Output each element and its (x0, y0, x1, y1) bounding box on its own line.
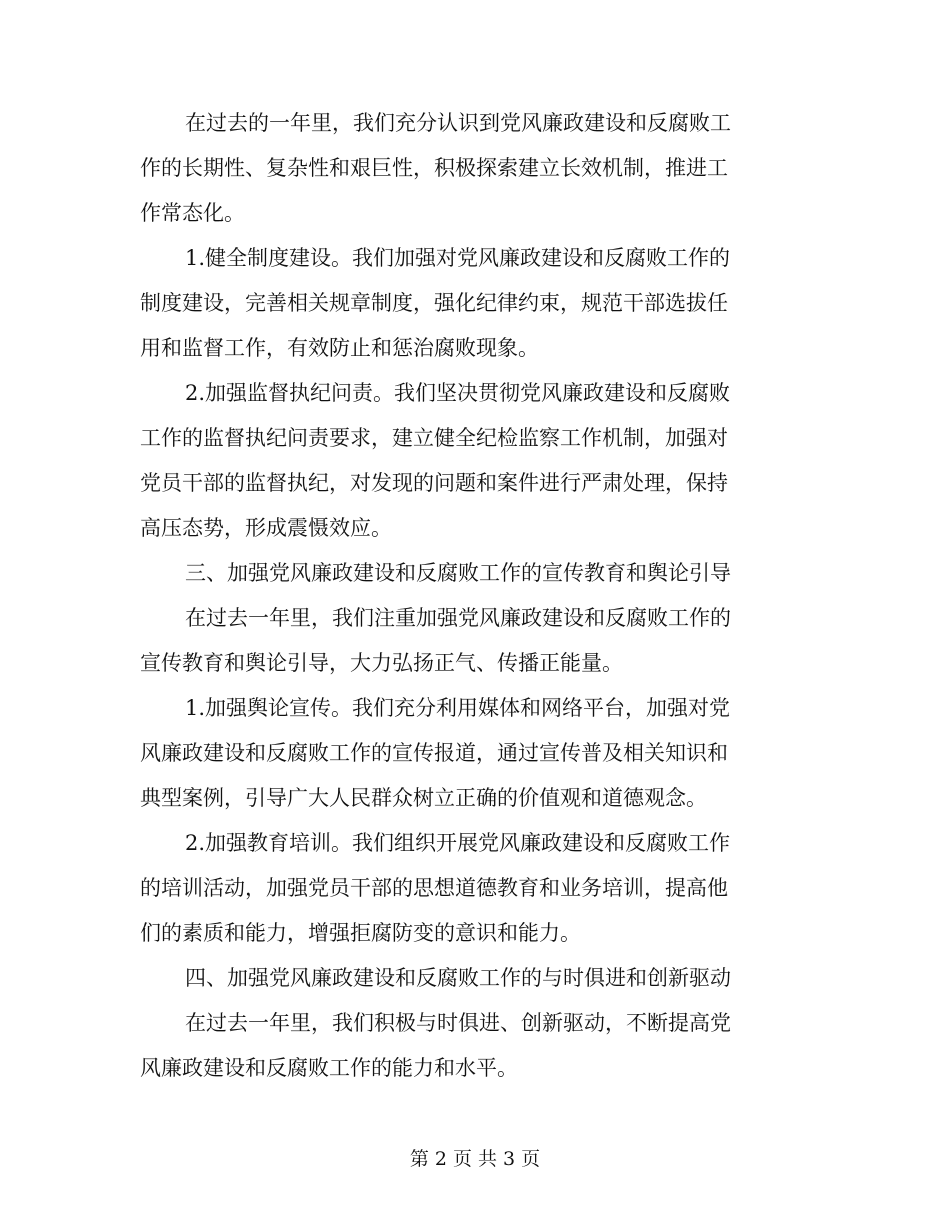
paragraph-line: 作的长期性、复杂性和艰巨性，积极探索建立长效机制，推进工 (140, 156, 728, 180)
paragraph-line: 1.健全制度建设。我们加强对党风廉政建设和反腐败工作的 (185, 246, 731, 270)
paragraph-line: 1.加强舆论宣传。我们充分利用媒体和网络平台，加强对党 (185, 696, 731, 720)
paragraph-line: 风廉政建设和反腐败工作的能力和水平。 (140, 1056, 518, 1080)
paragraph-line: 风廉政建设和反腐败工作的宣传报道，通过宣传普及相关知识和 (140, 741, 728, 765)
paragraph-line: 的培训活动，加强党员干部的思想道德教育和业务培训，提高他 (140, 876, 728, 900)
paragraph-line: 作常态化。 (140, 201, 245, 225)
paragraph-line: 高压态势，形成震慑效应。 (140, 516, 392, 540)
paragraph-line: 党员干部的监督执纪，对发现的问题和案件进行严肃处理，保持 (140, 471, 728, 495)
paragraph-line: 工作的监督执纪问责要求，建立健全纪检监察工作机制，加强对 (140, 426, 728, 450)
paragraph-line: 2.加强监督执纪问责。我们坚决贯彻党风廉政建设和反腐败 (185, 381, 731, 405)
paragraph-line: 制度建设，完善相关规章制度，强化纪律约束，规范干部选拔任 (140, 291, 728, 315)
paragraph-line: 在过去一年里，我们注重加强党风廉政建设和反腐败工作的 (185, 606, 731, 630)
paragraph-line: 在过去一年里，我们积极与时俱进、创新驱动，不断提高党 (185, 1011, 731, 1035)
paragraph-line: 们的素质和能力，增强拒腐防变的意识和能力。 (140, 921, 581, 945)
paragraph-line: 宣传教育和舆论引导，大力弘扬正气、传播正能量。 (140, 651, 623, 675)
paragraph-line: 在过去的一年里，我们充分认识到党风廉政建设和反腐败工 (185, 111, 731, 135)
section-heading: 三、加强党风廉政建设和反腐败工作的宣传教育和舆论引导 (185, 561, 731, 585)
paragraph-line: 2.加强教育培训。我们组织开展党风廉政建设和反腐败工作 (185, 831, 731, 855)
section-heading: 四、加强党风廉政建设和反腐败工作的与时俱进和创新驱动 (185, 966, 731, 990)
page-number-footer: 第 2 页 共 3 页 (409, 1148, 541, 1170)
paragraph-line: 典型案例，引导广大人民群众树立正确的价值观和道德观念。 (140, 786, 707, 810)
paragraph-line: 用和监督工作，有效防止和惩治腐败现象。 (140, 336, 539, 360)
